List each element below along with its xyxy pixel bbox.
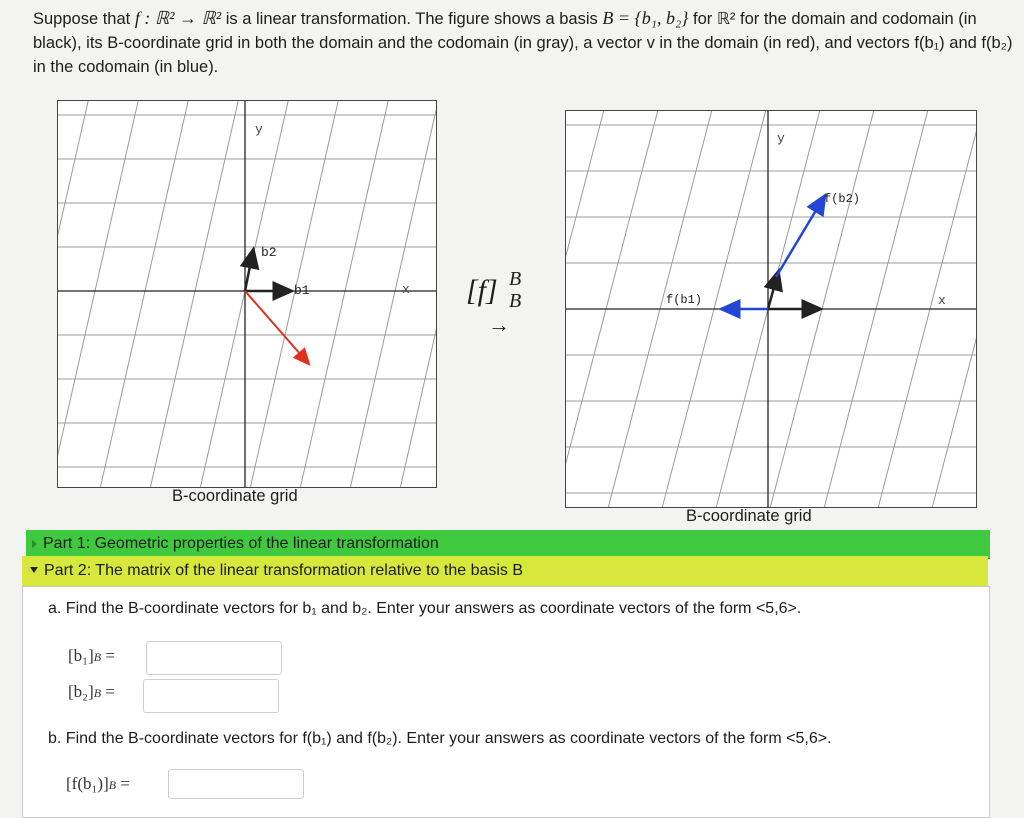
part2-label: Part 2: The matrix of the linear transformation relative to the basis B [44, 562, 524, 579]
vector-b2 [245, 251, 253, 291]
matrix-arrow-icon: → [488, 312, 510, 337]
part1-header[interactable] [26, 530, 990, 559]
b2-coord-text: [b₂] [68, 682, 94, 701]
part2-header[interactable] [22, 556, 988, 586]
matrix-bracket: [f] [466, 274, 498, 307]
fb1-coord-text: [f(b₁)] [66, 774, 109, 793]
b1-coord-label: [b₁]B = [68, 646, 115, 665]
intro-text-1: Suppose that [33, 10, 135, 28]
chevron-right-icon [32, 540, 37, 548]
b1-coord-text: [b₁] [68, 646, 94, 665]
f-b1-label: f(b1) [666, 293, 703, 307]
codomain-graph [565, 110, 977, 508]
matrix-symbol [466, 268, 526, 338]
y-axis-label: y [255, 122, 263, 137]
question-b-text: b. Find the B-coordinate vectors for f(b₁) and f(b₂). Enter your answers as coordinate vectors of the form <5,6>. [48, 730, 832, 747]
b2-label: b2 [261, 245, 277, 260]
chevron-down-icon [30, 567, 38, 573]
fb1-coord-label: [f(b₁)]B = [66, 774, 130, 793]
vector-f-b2 [776, 197, 824, 277]
domain-grid-svg [58, 101, 436, 487]
domain-graph [57, 100, 437, 488]
codomain-grid-svg [566, 111, 976, 507]
question-intro [33, 6, 1018, 79]
part1-label: Part 1: Geometric properties of the linear transformation [43, 535, 439, 552]
vector-v[interactable] [245, 291, 308, 363]
intro-text-3: for ℝ² for the domain and codomain (in black), its B-coordinate grid in both the domain and the codomain (in gray), a vector v in the domain (in red), and vectors f(b₁) and f(b₂) in the codomain (in blue). [33, 10, 1013, 76]
intro-text-2: is a linear transformation. The figure shows a basis [221, 10, 603, 28]
matrix-subscript: B [509, 290, 522, 312]
b2-coord-input[interactable] [143, 679, 279, 713]
f-b2-label: f(b2) [824, 192, 861, 206]
b1-coord-input[interactable] [146, 641, 282, 675]
question-a-text: a. Find the B-coordinate vectors for b₁ and b₂. Enter your answers as coordinate vectors of the form <5,6>. [48, 600, 802, 617]
domain-caption: B-coordinate grid [172, 487, 298, 505]
b2-coord-label: [b₂]B = [68, 682, 115, 701]
codomain-x-axis-label: x [938, 293, 946, 308]
codomain-y-axis-label: y [777, 131, 785, 146]
codomain-caption: B-coordinate grid [686, 507, 812, 525]
b1-label: b1 [294, 283, 310, 298]
x-axis-label: x [402, 282, 410, 297]
fb1-coord-input[interactable] [168, 769, 304, 799]
matrix-superscript: B [509, 268, 522, 290]
basis-notation: B = {b₁, b₂} [602, 8, 689, 28]
function-notation: f : ℝ² → ℝ² [134, 8, 222, 28]
codomain-vector-b2 [768, 273, 778, 309]
